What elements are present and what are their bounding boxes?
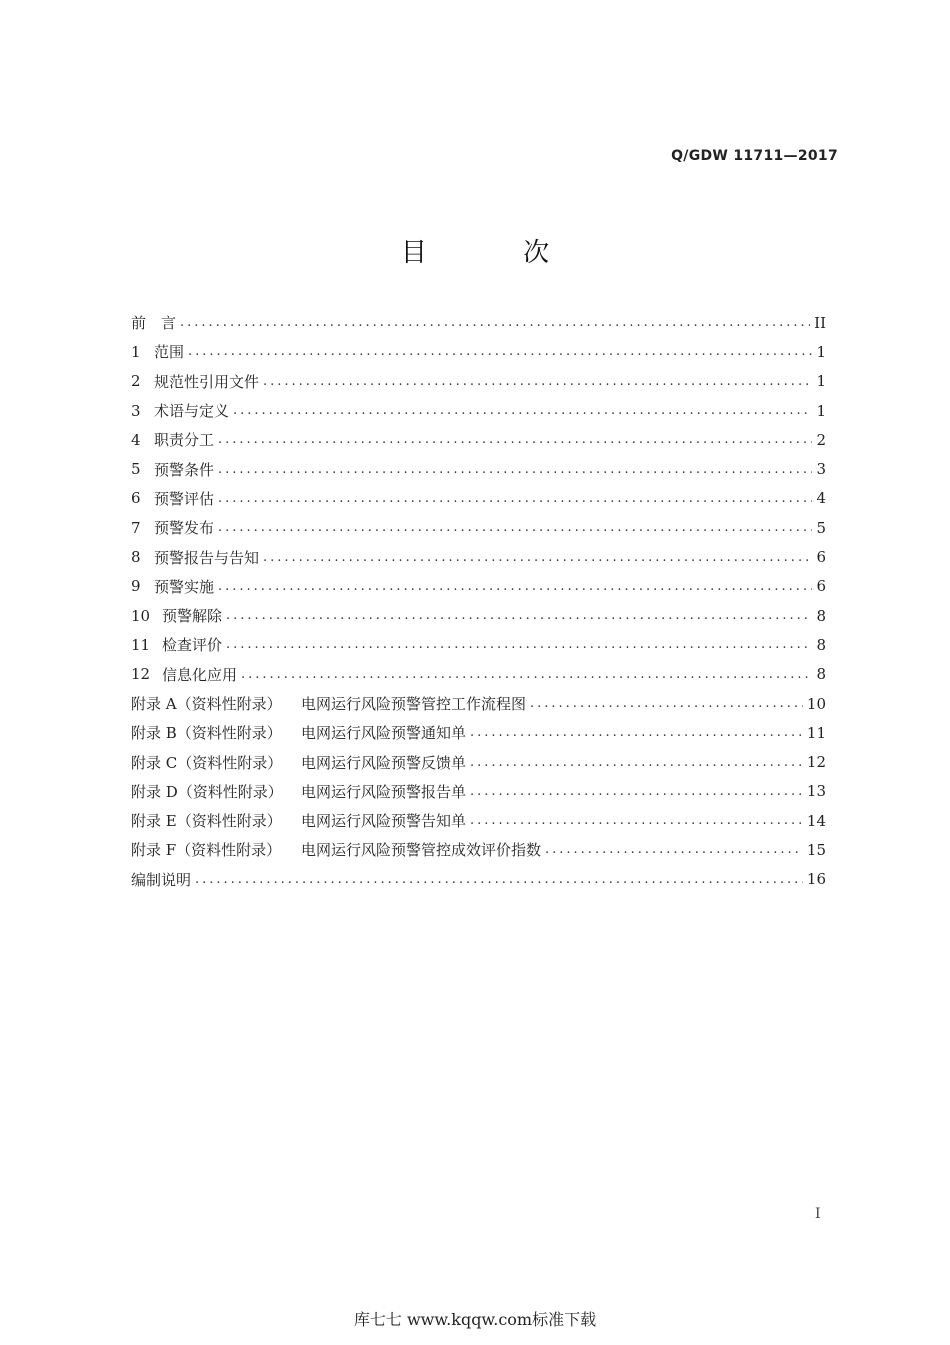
leader-dots xyxy=(470,756,803,769)
toc-entry-label: 预警条件 xyxy=(154,460,215,479)
toc-entry-number: 1 xyxy=(131,342,141,361)
toc-entry[interactable] xyxy=(131,425,826,454)
appendix-page: 12 xyxy=(806,753,826,772)
toc-entry-number: 7 xyxy=(131,518,141,537)
toc-entry-page: 1 xyxy=(816,401,826,420)
toc-entry-number: 11 xyxy=(131,635,151,654)
toc-entry-number: 12 xyxy=(131,665,151,684)
appendix-page: 10 xyxy=(806,694,826,713)
toc-entry-number: 8 xyxy=(131,548,141,567)
toc-entry[interactable] xyxy=(131,542,826,571)
toc-entry-label: 术语与定义 xyxy=(154,402,230,421)
leader-dots xyxy=(241,668,812,681)
toc-entry-number: 9 xyxy=(131,577,141,596)
toc-entry[interactable] xyxy=(131,572,826,601)
toc-entry-label: 预警发布 xyxy=(154,519,215,538)
toc-entry-label: 预警报告与告知 xyxy=(154,548,260,567)
toc-entry-label: 规范性引用文件 xyxy=(154,372,260,391)
appendix-prefix: 附录 B（资料性附录） xyxy=(131,724,282,743)
appendix-label: 电网运行风险预警管控工作流程图 xyxy=(301,695,527,713)
toc-entry-page: 5 xyxy=(816,518,826,537)
toc-appendix-entry[interactable] xyxy=(131,718,826,747)
toc-entry[interactable] xyxy=(131,660,826,689)
appendix-label: 电网运行风险预警反馈单 xyxy=(301,753,467,772)
leader-dots xyxy=(530,697,803,710)
leader-dots xyxy=(218,580,812,593)
appendix-page: 15 xyxy=(806,840,826,859)
leader-dots xyxy=(218,492,812,505)
toc-title: 目 次 xyxy=(400,238,594,268)
toc-entry-page: 1 xyxy=(816,342,826,361)
toc-entry-number: 4 xyxy=(131,430,141,449)
leader-dots xyxy=(470,726,803,739)
footer-watermark-text: 库七七 www.kqqw.com标准下载 xyxy=(353,1310,597,1329)
toc-entry[interactable] xyxy=(131,601,826,630)
toc-appendix-entry[interactable] xyxy=(131,689,826,718)
toc-entry-number: 6 xyxy=(131,489,141,508)
appendix-page: 11 xyxy=(806,723,826,742)
appendix-prefix: 附录 E（资料性附录） xyxy=(131,812,282,831)
toc-entry[interactable] xyxy=(131,630,826,659)
appendix-prefix: 附录 F（资料性附录） xyxy=(131,841,282,860)
toc-entry[interactable] xyxy=(131,396,826,425)
toc-entry-label: 预警评估 xyxy=(154,489,215,508)
toc-appendix-entry[interactable] xyxy=(131,777,826,806)
leader-dots xyxy=(188,345,812,358)
toc-entry-page: 8 xyxy=(816,606,826,625)
toc-entry-label: 预警解除 xyxy=(162,607,223,626)
page-number: I xyxy=(815,1206,821,1222)
toc-entry-number: 10 xyxy=(131,606,151,625)
toc-entry-page: 3 xyxy=(816,460,826,479)
toc-entry[interactable] xyxy=(131,308,826,337)
toc-entry-page: 8 xyxy=(816,665,826,684)
table-of-contents xyxy=(131,308,826,894)
leader-dots xyxy=(233,404,812,417)
appendix-page: 13 xyxy=(806,782,826,801)
toc-entry-page: 8 xyxy=(816,635,826,654)
toc-entry-number: 2 xyxy=(131,372,141,391)
toc-entry-page: II xyxy=(814,313,826,332)
toc-entry[interactable] xyxy=(131,367,826,396)
toc-appendix-entry[interactable] xyxy=(131,747,826,776)
toc-entry-page: 6 xyxy=(816,548,826,567)
toc-entry-number: 5 xyxy=(131,460,141,479)
appendix-label: 电网运行风险预警告知单 xyxy=(301,812,467,831)
leader-dots xyxy=(195,873,803,886)
toc-entry-label: 职责分工 xyxy=(154,431,215,450)
toc-appendix-entry[interactable] xyxy=(131,806,826,835)
appendix-prefix: 附录 C（资料性附录） xyxy=(131,753,283,772)
leader-dots xyxy=(226,638,812,651)
leader-dots xyxy=(226,609,812,622)
appendix-prefix: 附录 D（资料性附录） xyxy=(131,782,283,801)
leader-dots xyxy=(180,316,810,329)
toc-entry-page: 4 xyxy=(816,489,826,508)
appendix-prefix: 附录 A（资料性附录） xyxy=(131,695,282,713)
toc-entry[interactable] xyxy=(131,454,826,483)
toc-entry-page: 6 xyxy=(816,577,826,596)
appendix-label: 电网运行风险预警管控成效评价指数 xyxy=(301,841,542,860)
leader-dots xyxy=(263,551,812,564)
toc-entry[interactable] xyxy=(131,337,826,366)
toc-entry-number: 3 xyxy=(131,401,141,420)
toc-entry-page: 16 xyxy=(806,870,826,889)
toc-entry-label: 编制说明 xyxy=(131,870,192,889)
document-code: Q/GDW 11711—2017 xyxy=(671,148,838,164)
leader-dots xyxy=(218,433,812,446)
toc-entry-page: 2 xyxy=(816,430,826,449)
leader-dots xyxy=(470,814,803,827)
leader-dots xyxy=(218,521,812,534)
toc-entry-label: 前 言 xyxy=(131,314,177,333)
toc-appendix-entry[interactable] xyxy=(131,835,826,864)
toc-entry-label: 检查评价 xyxy=(162,636,223,655)
leader-dots xyxy=(470,785,803,798)
toc-entry-label: 信息化应用 xyxy=(162,665,238,684)
toc-entry-page: 1 xyxy=(816,372,826,391)
toc-entry[interactable] xyxy=(131,513,826,542)
appendix-label: 电网运行风险预警报告单 xyxy=(301,782,467,801)
appendix-page: 14 xyxy=(806,811,826,830)
leader-dots xyxy=(545,843,803,856)
appendix-label: 电网运行风险预警通知单 xyxy=(301,724,467,743)
toc-entry-label: 预警实施 xyxy=(154,577,215,596)
toc-entry-explanation[interactable] xyxy=(131,865,826,894)
toc-entry[interactable] xyxy=(131,484,826,513)
leader-dots xyxy=(263,375,812,388)
toc-entry-label: 范围 xyxy=(154,343,185,362)
leader-dots xyxy=(218,463,812,476)
